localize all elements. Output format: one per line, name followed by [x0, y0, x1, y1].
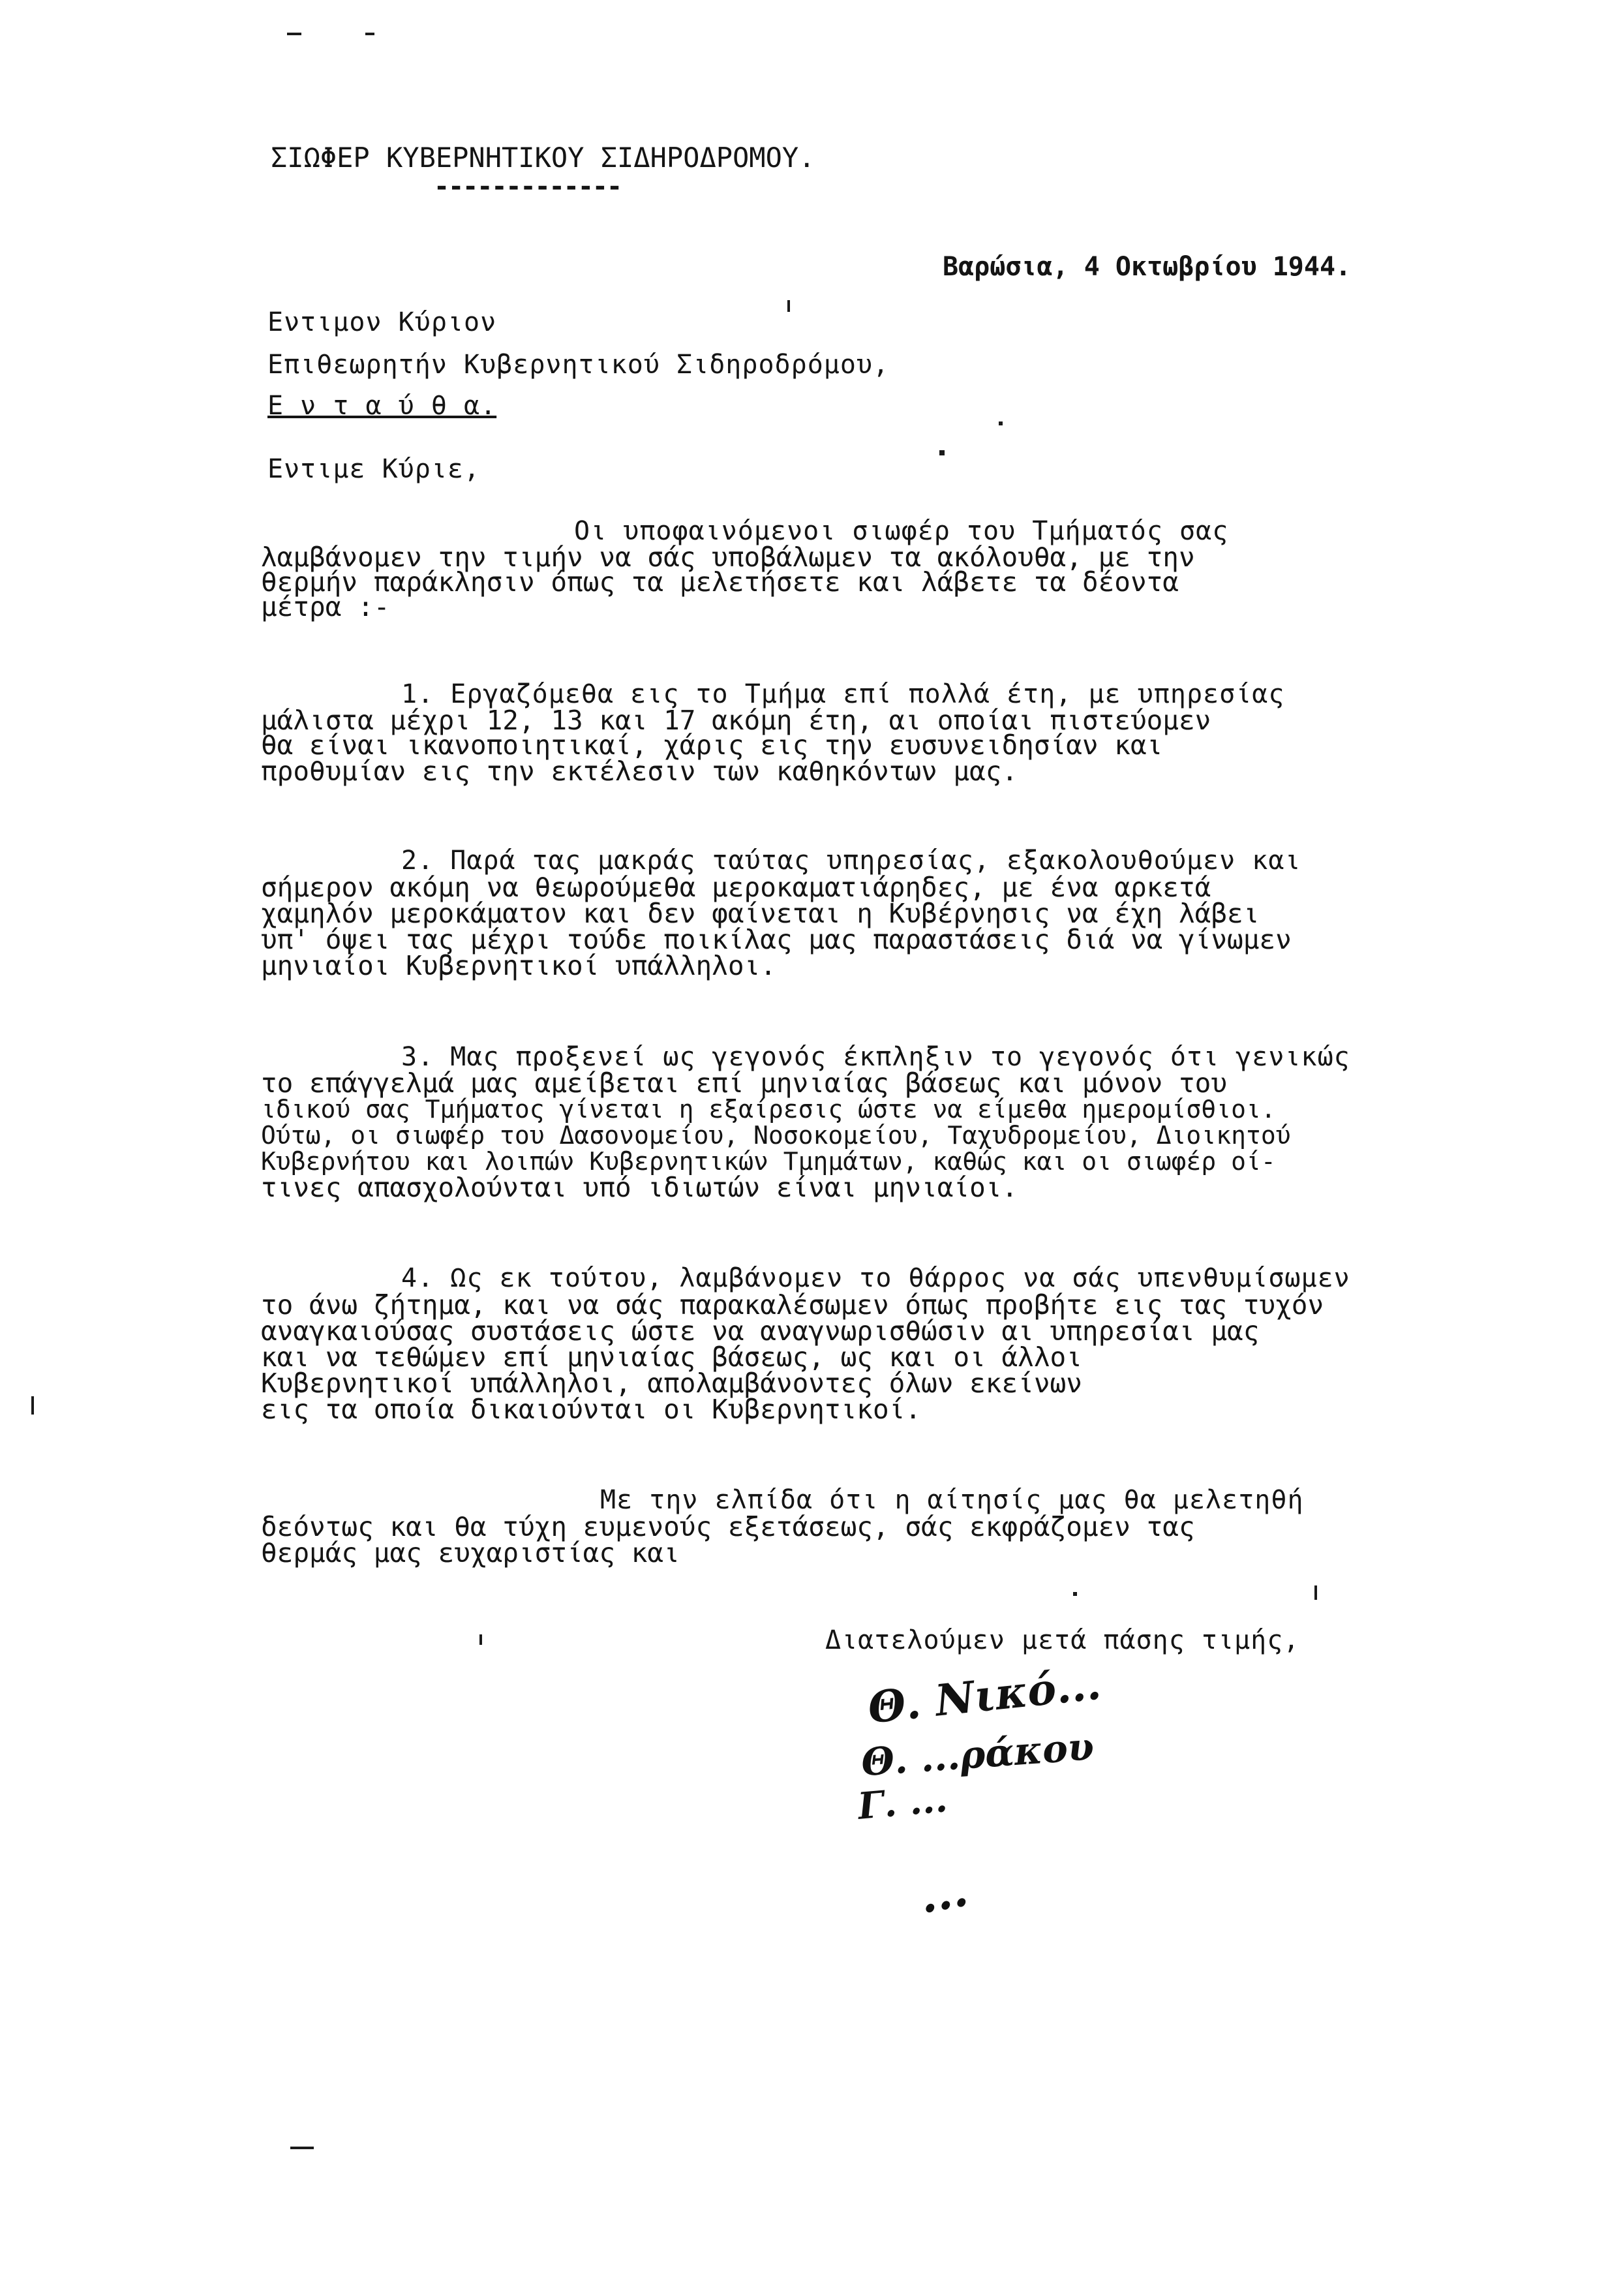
paragraph-line: 2. Παρά τας μακράς ταύτας υπηρεσίας, εξακολουθούμεν και	[401, 846, 1301, 876]
paragraph-line: μάλιστα μέχρι 12, 13 και 17 ακόμη έτη, αι οποίαι πιστεύομεν	[261, 705, 1211, 736]
signature: Θ. Νικό...	[865, 1658, 1104, 1734]
letter-heading: ΣΙΩΦΕΡ ΚΥΒΕΡΝΗΤΙΚΟΥ ΣΙΔΗΡΟΔΡΟΜΟΥ.	[271, 142, 815, 174]
paragraph-line: Κυβερνητικοί υπάλληλοι, απολαμβάνοντες όλων εκείνων	[261, 1368, 1082, 1399]
paragraph-line: αναγκαιούσας συστάσεις ώστε να αναγνωρισθώσιν αι υπηρεσίαι μας	[261, 1315, 1260, 1347]
paragraph-line: Οι υποφαινόμενοι σιωφέρ του Τμήματός σας	[574, 516, 1229, 546]
paragraph-line: θερμήν παράκλησιν όπως τα μελετήσετε και λάβετε τα δέοντα	[261, 566, 1179, 598]
scan-mark	[479, 1634, 482, 1645]
paragraph-line: 1. Εργαζόμεθα εις το Τμήμα επί πολλά έτη, με υπηρεσίας	[401, 679, 1285, 709]
paragraph-line: Κυβερνήτου και λοιπών Κυβερνητικών Τμημάτων, καθώς και οι σιωφέρ οί-	[261, 1147, 1276, 1176]
salutation: Εντιμε Κύριε,	[267, 454, 481, 484]
paragraph-line: Ούτω, οι σιωφέρ του Δασονομείου, Νοσοκομείου, Ταχυδρομείου, Διοικητού	[261, 1121, 1291, 1150]
paragraph-line: 4. Ως εκ τούτου, λαμβάνομεν το θάρρος να σάς υπενθυμίσωμεν	[401, 1263, 1350, 1293]
signature: Γ. ...	[856, 1777, 949, 1828]
paragraph-line: θα είναι ικανοποιητικαί, χάρις εις την ευσυνειδησίαν και	[261, 729, 1163, 761]
scan-mark	[999, 421, 1003, 425]
paragraph-line: τινες απασχολούνται υπό ιδιωτών είναι μηνιαίοι.	[261, 1172, 1018, 1203]
scan-mark	[939, 450, 945, 455]
scan-mark	[787, 300, 790, 312]
place-date: Βαρώσια, 4 Οκτωβρίου 1944.	[943, 252, 1352, 282]
addressee-line: Επιθεωρητήν Κυβερνητικού Σιδηροδρόμου,	[267, 350, 890, 380]
paragraph-line: λαμβάνομεν την τιμήν να σάς υποβάλωμεν τα ακόλουθα, με την	[261, 542, 1195, 573]
paragraph-line: εις τα οποία δικαιούνται οι Κυβερνητικοί.	[261, 1394, 922, 1425]
scan-mark	[1073, 1592, 1077, 1596]
scan-mark	[1314, 1585, 1317, 1600]
paragraph-line: το επάγγελμά μας αμείβεται επί μηνιαίας βάσεως και μόνον του	[261, 1067, 1228, 1099]
paragraph-line: θερμάς μας ευχαριστίας και	[261, 1537, 680, 1569]
paragraph-line: ιδικού σας Τμήματος γίνεται η εξαίρεσις ώστε να είμεθα ημερομίσθιοι.	[261, 1095, 1276, 1124]
heading-underline: -------------	[434, 172, 622, 202]
paragraph-line: μέτρα :-	[261, 591, 390, 622]
paragraph-line: σήμερον ακόμη να θεωρούμεθα μεροκαματιάρηδες, με ένα αρκετά	[261, 872, 1211, 903]
paragraph-line: δεόντως και θα τύχη ευμενούς εξετάσεως, σάς εκφράζομεν τας	[261, 1511, 1195, 1542]
paragraph-line: Με την ελπίδα ότι η αίτησίς μας θα μελετηθή	[600, 1485, 1304, 1515]
paragraph-line: μηνιαίοι Κυβερνητικοί υπάλληλοι.	[261, 950, 776, 981]
closing-line: Διατελούμεν μετά πάσης τιμής,	[825, 1625, 1300, 1655]
addressee-line: Ε ν τ α ύ θ α.	[267, 391, 497, 421]
paragraph-line: και να τεθώμεν επί μηνιαίας βάσεως, ως και οι άλλοι	[261, 1341, 1082, 1373]
paragraph-line: υπ' όψει τας μέχρι τούδε ποικίλας μας παραστάσεις διά να γίνωμεν	[261, 924, 1292, 955]
scan-mark	[290, 2147, 314, 2149]
paragraph-line: το άνω ζήτημα, και να σάς παρακαλέσωμεν όπως προβήτε εις τας τυχόν	[261, 1289, 1324, 1321]
scan-mark	[365, 33, 374, 35]
paragraph-line: χαμηλόν μεροκάματον και δεν φαίνεται η Κυβέρνησις να έχη λάβει	[261, 898, 1260, 929]
addressee-line: Εντιμον Κύριον	[267, 307, 497, 337]
signature: Θ. ...ράκου	[860, 1724, 1096, 1785]
scan-mark	[31, 1396, 34, 1415]
paragraph-line: 3. Μας προξενεί ως γεγονός έκπληξιν το γεγονός ότι γενικώς	[401, 1042, 1350, 1072]
signature: ...	[915, 1862, 972, 1924]
scan-mark	[287, 33, 301, 35]
paragraph-line: προθυμίαν εις την εκτέλεσιν των καθηκόντων μας.	[261, 756, 1018, 787]
